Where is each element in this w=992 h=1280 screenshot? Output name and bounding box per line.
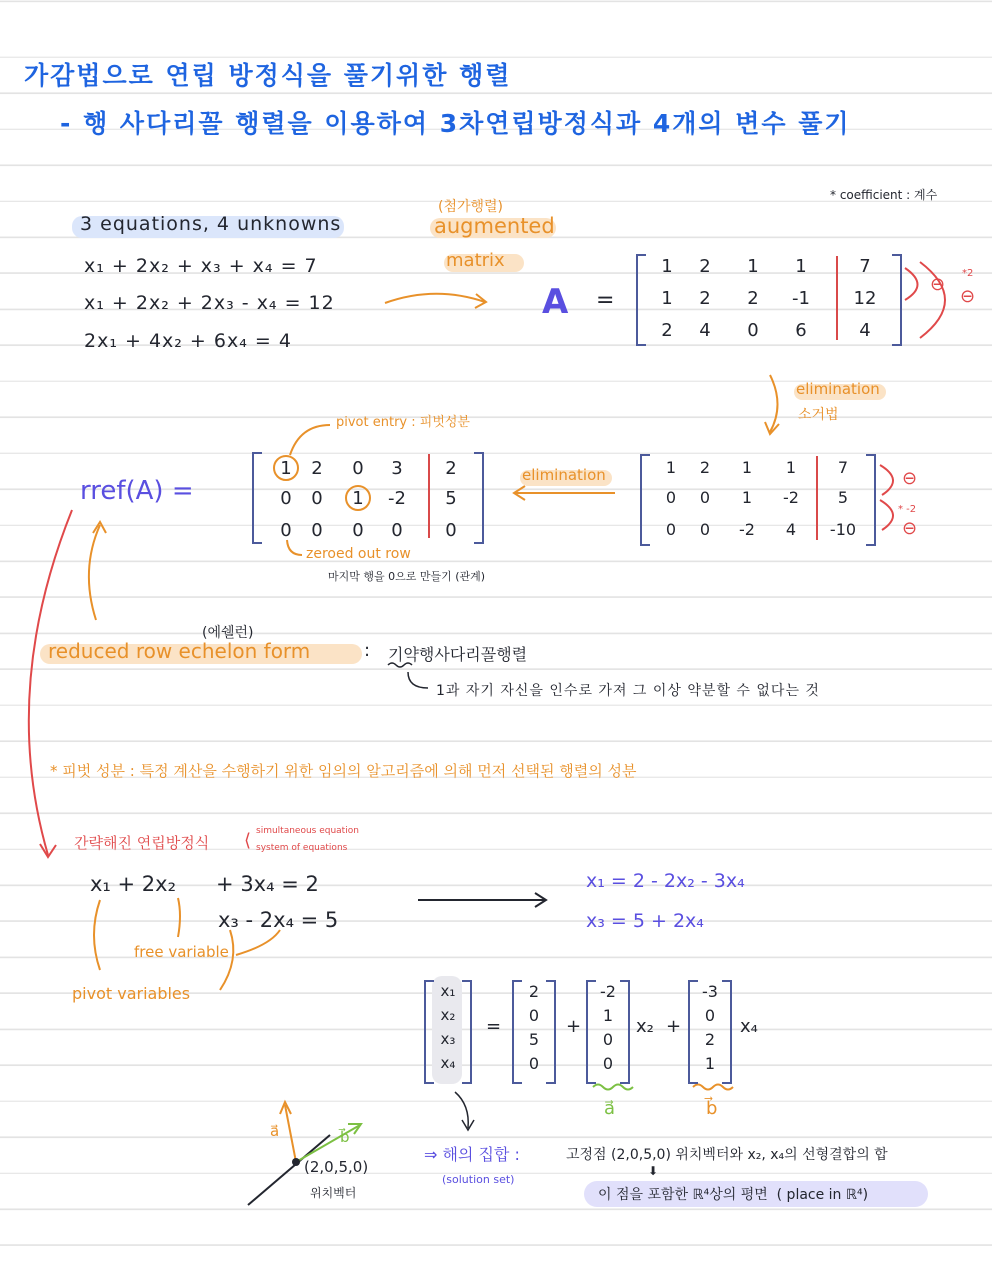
matrix-cell: 2 [699,288,711,309]
matrix-cell: 0 [699,520,711,539]
system-label: 3 equations, 4 unknowns [80,213,342,235]
row-op-minus-2: ⊖ [902,518,918,539]
matrix-cell: 3 [391,458,403,479]
vector-b-label: b⃗ [706,1098,718,1119]
pivot-entry-note: pivot entry : 피벗성분 [336,415,470,430]
solution-set-description: 고정점 (2,0,5,0) 위치벡터와 x₂, x₄의 선형결합의 합 [566,1147,888,1163]
vector-entry: 0 [602,1030,614,1049]
matrix-cell: 0 [699,488,711,507]
matrix-cell: 7 [837,458,849,477]
solution-set-english: (solution set) [442,1173,515,1186]
matrix-cell: 5 [445,488,457,509]
pivot-definition: * 피벗 성분 : 특정 계산을 수행하기 위한 임의의 알고리즘에 의해 먼저 선택된 행렬의 성분 [50,762,637,780]
matrix-cell: 2 [311,458,323,479]
simplified-eq-2: x₃ - 2x₄ = 5 [218,908,339,932]
vector-b [688,980,732,1084]
vector-entry: 2 [704,1030,716,1049]
matrix-cell: 1 [661,256,673,277]
matrix-cell: 1 [665,458,677,477]
solution-x3: x₃ = 5 + 2x₄ [586,910,704,932]
vector-a-label: a⃗ [604,1098,616,1119]
matrix-cell: 1 [741,488,753,507]
matrix-cell: 2 [699,256,711,277]
augment-line [816,456,818,540]
english-term-2: system of equations [256,843,348,853]
augment-line [428,454,430,538]
matrix-cell: 2 [747,288,759,309]
matrix-middle [640,454,876,546]
matrix-cell: 4 [785,520,797,539]
matrix-cell: -2 [739,520,755,539]
free-variable-label: free variable [134,943,229,961]
sketch-point-korean: 위치벡터 [310,1186,357,1200]
x2-multiplier: x₂ [636,1016,654,1037]
matrix-A-label: A [542,282,569,322]
vector-plus-1: + [566,1016,582,1037]
matrix-cell: 12 [853,288,877,309]
matrix-cell: 0 [311,520,323,541]
matrix-cell: 2 [445,458,457,479]
matrix-cell: 0 [352,520,364,541]
left-bracket [252,452,262,544]
matrix-cell: 4 [859,320,871,341]
matrix-cell: 2 [661,320,673,341]
sketch-a-label: a⃗ [270,1122,280,1140]
sketch-point: (2,0,5,0) [304,1158,369,1176]
matrix-cell: 0 [311,488,323,509]
rref-meaning: 기약행사다리꼴행렬 [388,645,528,664]
vector-entry: -2 [600,982,616,1001]
matrix-cell: 0 [665,520,677,539]
equals-sign: = [596,288,615,313]
down-arrow-icon: ⬇ [648,1164,659,1178]
matrix-cell: 1 [352,488,364,509]
vector-entry: 0 [528,1006,540,1025]
matrix-cell: 0 [391,520,403,541]
simplified-label: 간략해진 연립방정식 [74,834,210,852]
matrix-cell: -1 [792,288,810,309]
echelon-korean: (에쉘런) [202,625,254,641]
right-bracket [892,254,902,346]
vector-entry: 1 [704,1054,716,1073]
matrix-cell: 5 [837,488,849,507]
matrix-word: matrix [446,250,505,271]
row-op-minus-2: ⊖ [960,286,976,307]
equation-3: 2x₁ + 4x₂ + 6x₄ = 4 [84,330,292,352]
vector-variables [424,980,472,1084]
elimination-label-2: elimination [522,466,606,484]
matrix-cell: 7 [859,256,871,277]
row-op-times-2: *2 [962,268,974,279]
matrix-cell: -2 [783,488,799,507]
augmented-korean: (첨가행렬) [438,199,504,215]
matrix-cell: 0 [445,520,457,541]
solution-set-label: ⇒ 해의 집합 : [424,1145,520,1164]
matrix-cell: 0 [352,458,364,479]
vector-equals: = [486,1016,502,1037]
title-line-2: - 행 사다리꼴 행렬을 이용하여 3차연립방정식과 4개의 변수 풀기 [60,109,851,138]
right-bracket [474,452,484,544]
right-bracket [866,454,876,546]
vector-entry: x₄ [440,1054,456,1072]
simplified-eq-1: x₁ + 2x₂ + 3x₄ = 2 [90,872,319,896]
vector-entry: 1 [602,1006,614,1025]
matrix-cell: 0 [747,320,759,341]
vector-a [586,980,630,1084]
zeroed-korean: 마지막 행을 0으로 만들기 (관계) [328,570,486,583]
left-bracket [636,254,646,346]
vector-plus-2: + [666,1016,682,1037]
row-op-times: * -2 [898,504,917,515]
matrix-cell: 1 [795,256,807,277]
matrix-cell: 6 [795,320,807,341]
vector-entry: 0 [528,1054,540,1073]
augment-line [836,256,838,340]
matrix-cell: -2 [388,488,406,509]
matrix-cell: 0 [280,520,292,541]
left-bracket [640,454,650,546]
matrix-cell: 2 [699,458,711,477]
vector-entry: 2 [528,982,540,1001]
vector-entry: 0 [704,1006,716,1025]
sketch-b-label: b⃗ [340,1128,350,1146]
matrix-cell: 1 [280,458,292,479]
matrix-cell: 0 [665,488,677,507]
vector-entry: 5 [528,1030,540,1049]
x4-multiplier: x₄ [740,1016,758,1037]
elimination-label-1: elimination [796,380,880,398]
augmented-word: augmented [434,214,555,238]
rref-explanation: 1과 자기 자신을 인수로 가져 그 이상 약분할 수 없다는 것 [436,683,820,699]
coefficient-note: * coefficient : 계수 [830,188,938,202]
equation-2: x₁ + 2x₂ + 2x₃ - x₄ = 12 [84,292,335,314]
rref-colon: : [364,640,371,661]
matrix-cell: 4 [699,320,711,341]
solution-x1: x₁ = 2 - 2x₂ - 3x₄ [586,870,745,892]
vector-entry: x₃ [440,1030,456,1048]
vector-entry: x₁ [440,982,456,1000]
matrix-cell: 1 [785,458,797,477]
matrix-rref [252,452,484,544]
title-line-1: 가감법으로 연립 방정식을 풀기위한 행렬 [24,61,512,90]
row-op-minus-1: ⊖ [902,468,918,489]
matrix-cell: -10 [829,520,857,539]
elimination-korean: 소거법 [798,407,839,423]
rref-term: reduced row echelon form [48,639,311,663]
vector-entry: 0 [602,1054,614,1073]
rref-label: rref(A) = [80,476,194,506]
pivot-variables-label: pivot variables [72,984,191,1003]
matrix-cell: 0 [280,488,292,509]
matrix-cell: 1 [747,256,759,277]
row-op-minus-1: ⊖ [930,274,946,295]
vector-constant [512,980,556,1084]
matrix-cell: 1 [661,288,673,309]
vector-entry: x₂ [440,1006,456,1024]
english-term-1: simultaneous equation [256,826,359,836]
zeroed-out-row-label: zeroed out row [306,546,411,562]
matrix-cell: 1 [741,458,753,477]
equation-1: x₁ + 2x₂ + x₃ + x₄ = 7 [84,255,318,277]
vector-entry: -3 [702,982,718,1001]
matrix-A [636,254,902,346]
brace: ⟨ [244,830,252,851]
plane-description: 이 점을 포함한 ℝ⁴상의 평면 ( place in ℝ⁴) [598,1187,869,1203]
